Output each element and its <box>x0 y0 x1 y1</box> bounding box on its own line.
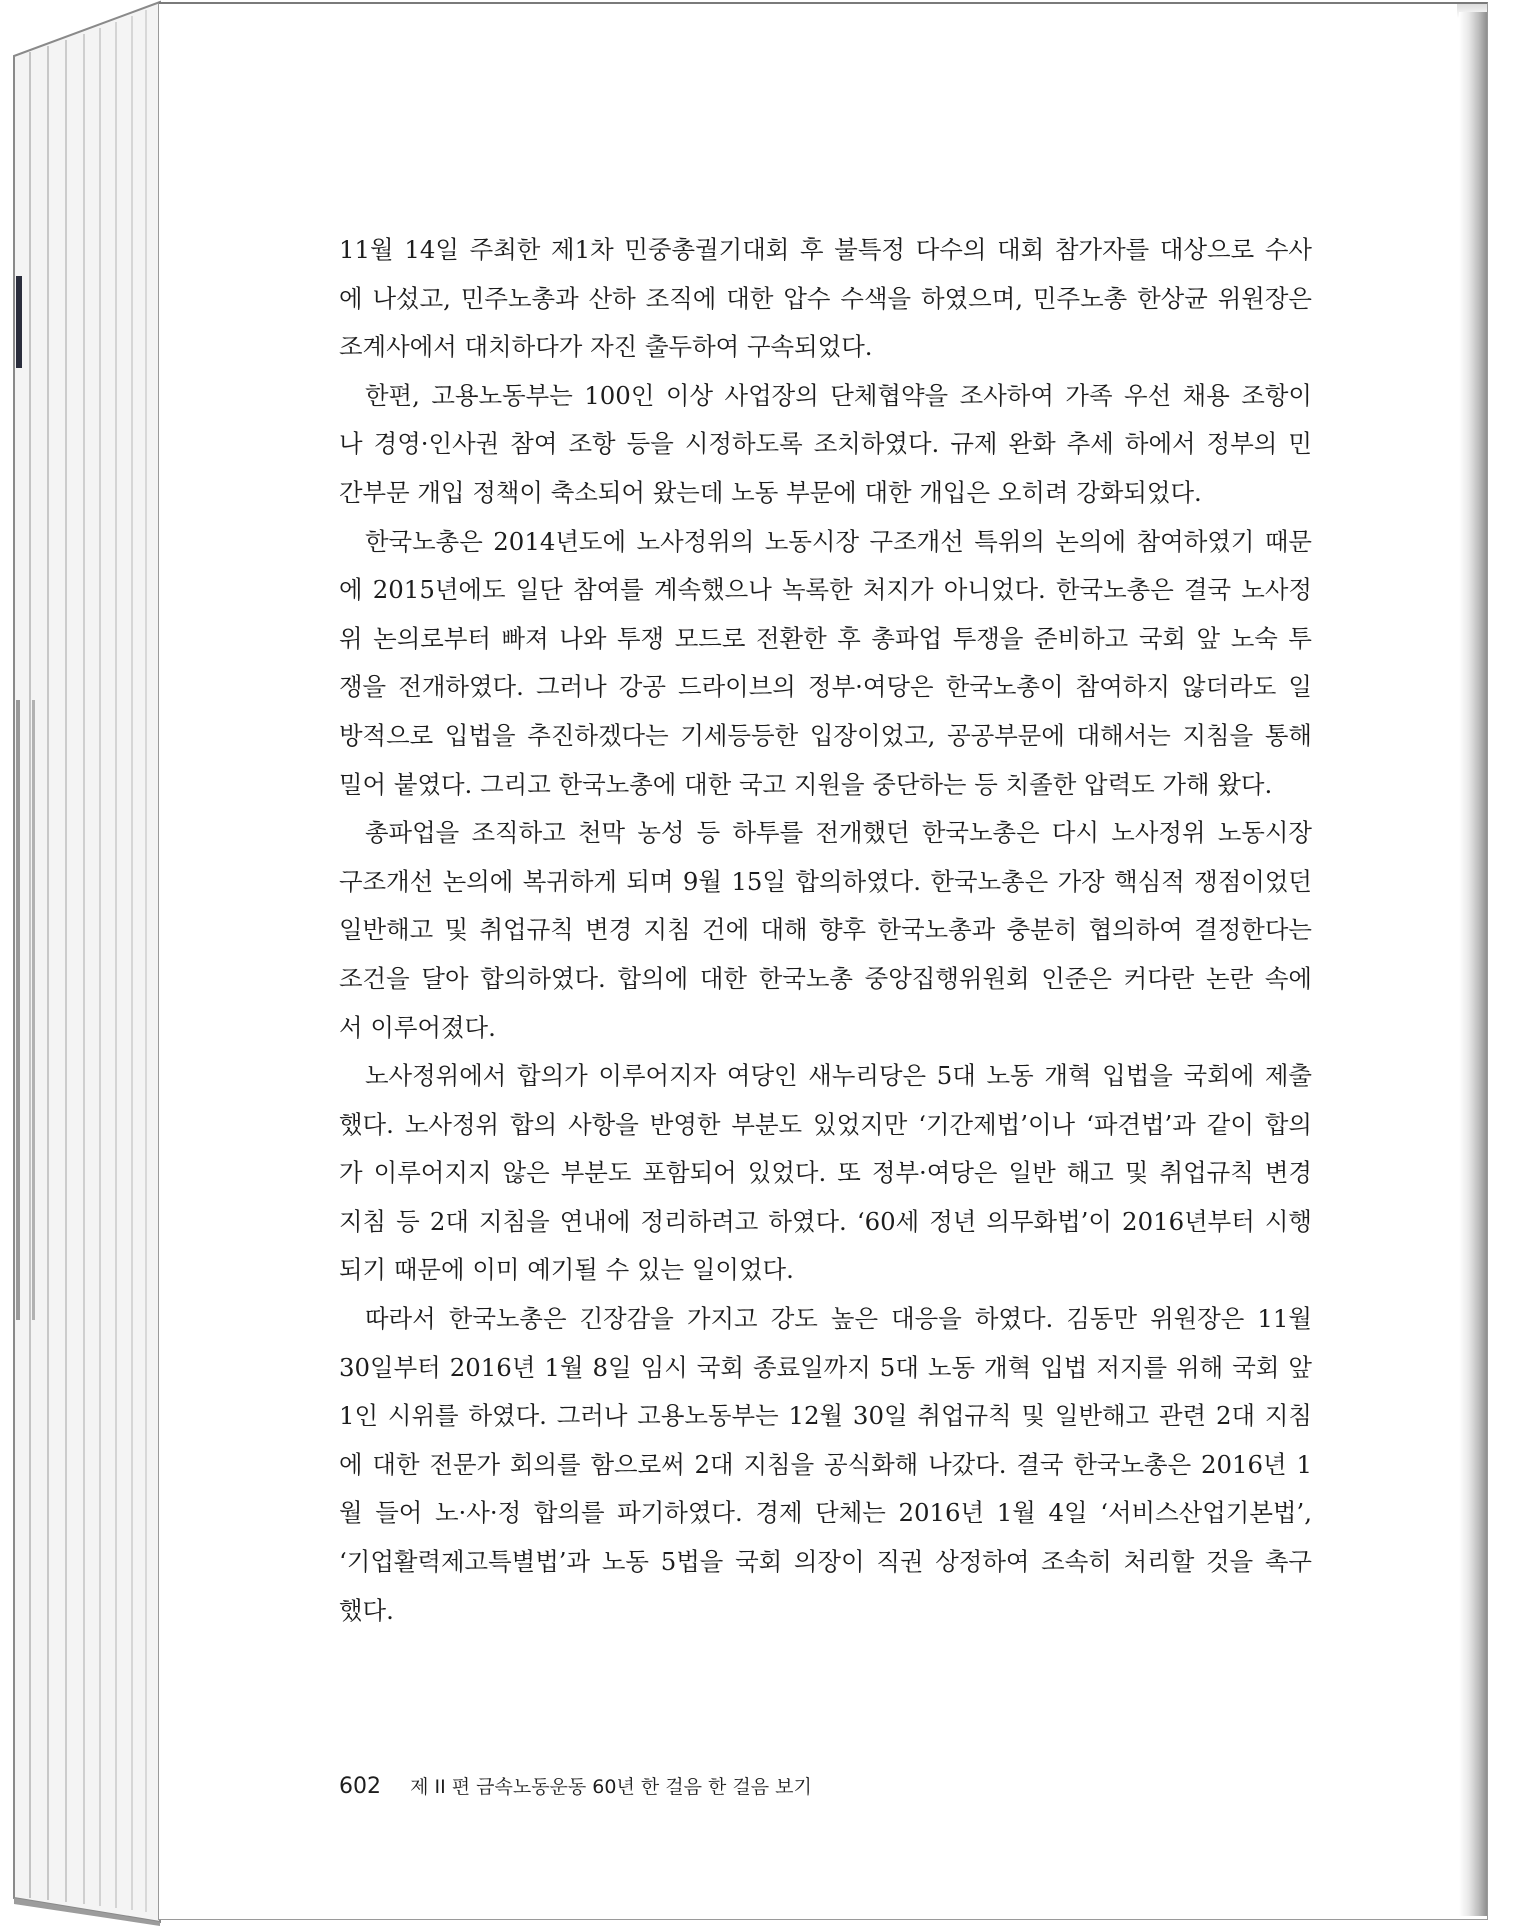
book-page-edges <box>0 0 165 1926</box>
paragraph <box>339 372 1312 518</box>
text-line: 지침 등 2대 지침을 연내에 정리하려고 하였다. ‘60세 정년 의무화법’이 2016년부터 시행 <box>339 1206 1312 1236</box>
text-line: 방적으로 입법을 추진하겠다는 기세등등한 입장이었고, 공공부문에 대해서는 지침을 통해 <box>339 720 1312 750</box>
body-text <box>339 226 1312 1635</box>
text-line: 구조개선 논의에 복귀하게 되며 9월 15일 합의하였다. 한국노총은 가장 핵심적 쟁점이었던 <box>339 866 1312 896</box>
paragraph <box>339 809 1312 1052</box>
text-line: 되기 때문에 이미 예기될 수 있는 일이었다. <box>339 1255 794 1285</box>
paragraph <box>339 226 1312 372</box>
page-footer <box>339 1772 812 1799</box>
text-line: 했다. <box>339 1595 394 1625</box>
text-line: 나 경영·인사권 참여 조항 등을 시정하도록 조치하였다. 규제 완화 추세 하에서 정부의 민 <box>339 429 1312 459</box>
running-head: 제 II 편 금속노동운동 60년 한 걸음 한 걸음 보기 <box>410 1776 812 1798</box>
text-line: 일반해고 및 취업규칙 변경 지침 건에 대해 향후 한국노총과 충분히 협의하여 결정한다는 <box>339 915 1312 945</box>
page-stack-graphic <box>0 0 165 1926</box>
text-line: 위 논의로부터 빠져 나와 투쟁 모드로 전환한 후 총파업 투쟁을 준비하고 국회 앞 노숙 투 <box>339 623 1312 653</box>
text-line: 따라서 한국노총은 긴장감을 가지고 강도 높은 대응을 하였다. 김동만 위원장은 11월 <box>365 1304 1312 1334</box>
text-line: 노사정위에서 합의가 이루어지자 여당인 새누리당은 5대 노동 개혁 입법을 국회에 제출 <box>365 1061 1312 1091</box>
text-line: 했다. 노사정위 합의 사항을 반영한 부분도 있었지만 ‘기간제법’이나 ‘파견법’과 같이 합의 <box>339 1109 1312 1139</box>
paragraph <box>339 1295 1312 1635</box>
text-line: 가 이루어지지 않은 부분도 포함되어 있었다. 또 정부·여당은 일반 해고 및 취업규칙 변경 <box>339 1158 1312 1188</box>
book-page <box>158 2 1488 1920</box>
text-line: 한편, 고용노동부는 100인 이상 사업장의 단체협약을 조사하여 가족 우선 채용 조항이 <box>365 380 1312 410</box>
text-line: 조건을 달아 합의하였다. 합의에 대한 한국노총 중앙집행위원회 인준은 커다란 논란 속에 <box>339 963 1312 993</box>
page-right-shadow <box>1459 12 1487 1916</box>
paragraph <box>339 518 1312 810</box>
page-number: 602 <box>339 1774 381 1799</box>
text-line: 한국노총은 2014년도에 노사정위의 노동시장 구조개선 특위의 논의에 참여하였기 때문 <box>365 526 1312 556</box>
text-line: 에 나섰고, 민주노총과 산하 조직에 대한 압수 수색을 하였으며, 민주노총 한상균 위원장은 <box>339 283 1312 313</box>
text-line: 간부문 개입 정책이 축소되어 왔는데 노동 부문에 대한 개입은 오히려 강화되었다. <box>339 477 1202 507</box>
text-line: 11월 14일 주최한 제1차 민중총궐기대회 후 불특정 다수의 대회 참가자를 대상으로 수사 <box>339 235 1312 264</box>
text-line: 서 이루어졌다. <box>339 1012 496 1042</box>
text-line: 월 들어 노·사·정 합의를 파기하였다. 경제 단체는 2016년 1월 4일 ‘서비스산업기본법’, <box>339 1498 1312 1528</box>
text-line: 1인 시위를 하였다. 그러나 고용노동부는 12월 30일 취업규칙 및 일반해고 관련 2대 지침 <box>339 1401 1312 1431</box>
text-line: 총파업을 조직하고 천막 농성 등 하투를 전개했던 한국노총은 다시 노사정위 노동시장 <box>365 818 1312 848</box>
text-line: 쟁을 전개하였다. 그러나 강공 드라이브의 정부·여당은 한국노총이 참여하지 않더라도 일 <box>339 672 1312 702</box>
text-line: ‘기업활력제고특별법’과 노동 5법을 국회 의장이 직권 상정하여 조속히 처리할 것을 촉구 <box>339 1547 1312 1577</box>
text-line: 조계사에서 대치하다가 자진 출두하여 구속되었다. <box>339 332 873 362</box>
text-line: 에 대한 전문가 회의를 함으로써 2대 지침을 공식화해 나갔다. 결국 한국노총은 2016년 1 <box>339 1449 1312 1479</box>
paragraph <box>339 1052 1312 1295</box>
text-line: 밀어 붙였다. 그리고 한국노총에 대한 국고 지원을 중단하는 등 치졸한 압력도 가해 왔다. <box>339 769 1273 799</box>
text-line: 30일부터 2016년 1월 8일 임시 국회 종료일까지 5대 노동 개혁 입법 저지를 위해 국회 앞 <box>339 1352 1312 1382</box>
text-line: 에 2015년에도 일단 참여를 계속했으나 녹록한 처지가 아니었다. 한국노총은 결국 노사정 <box>339 575 1312 605</box>
